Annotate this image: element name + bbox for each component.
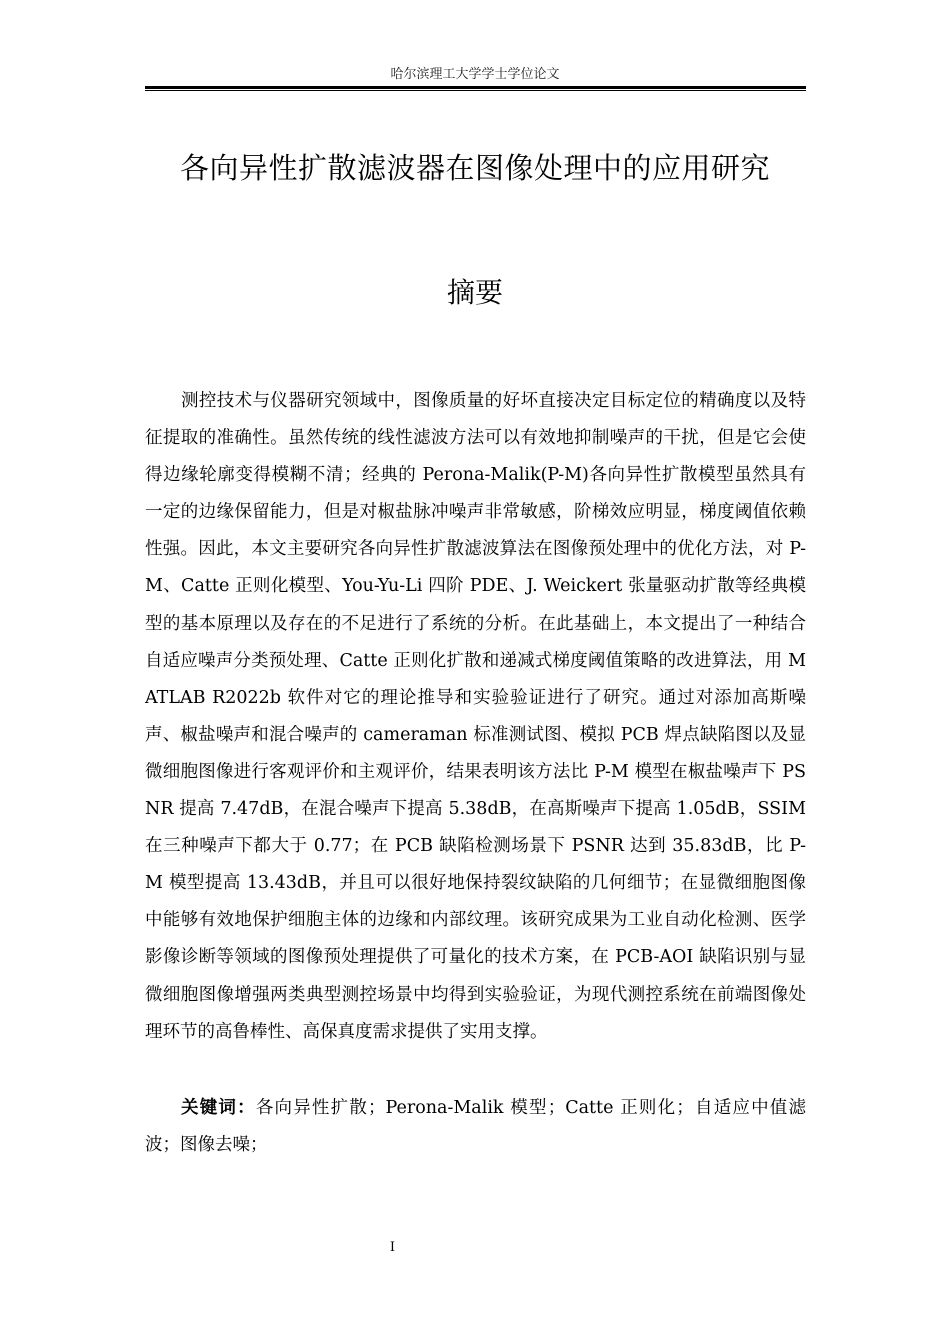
- thesis-title: 各向异性扩散滤波器在图像处理中的应用研究: [179, 151, 770, 185]
- keywords-paragraph: [145, 1090, 806, 1164]
- header-rule-thick: [145, 86, 806, 89]
- abstract-body: 测控技术与仪器研究领域中，图像质量的好坏直接决定目标定位的精确度以及特征提取的准确性。虽然传统的线性滤波方法可以有效地抑制噪声的干扰，但是它会使得边缘轮廓变得模糊不清；经典的 Perona-Malik(P-M)各向异性扩散模型虽然具有一定的边缘保留能力，但是对椒盐脉冲噪声非常敏感，阶梯效应明显，梯度阈值依赖性强。因此，本文主要研究各向异性扩散滤波算法在图像预处理中的优化方法，对 P-M、Catte 正则化模型、You-Yu-Li 四阶 PDE、J. Weickert 张量驱动扩散等经典模型的基本原理以及存在的不足进行了系统的分析。在此基础上，本文提出了一种结合自适应噪声分类预处理、Catte 正则化扩散和递减式梯度阈值策略的改进算法，用 MATLAB R2022b 软件对它的理论推导和实验验证进行了研究。通过对添加高斯噪声、椒盐噪声和混合噪声的 cameraman 标准测试图、模拟 PCB 焊点缺陷图以及显微细胞图像进行客观评价和主观评价，结果表明该方法比 P-M 模型在椒盐噪声下 PSNR 提高 7.47dB，在混合噪声下提高 5.38dB，在高斯噪声下提高 1.05dB，SSIM 在三种噪声下都大于 0.77；在 PCB 缺陷检测场景下 PSNR 达到 35.83dB，比 P-M 模型提高 13.43dB，并且可以很好地保持裂纹缺陷的几何细节；在显微细胞图像中能够有效地保护细胞主体的边缘和内部纹理。该研究成果为工业自动化检测、医学影像诊断等领域的图像预处理提供了可量化的技术方案，在 PCB-AOI 缺陷识别与显微细胞图像增强两类典型测控场景中均得到实验验证，为现代测控系统在前端图像处理环节的高鲁棒性、高保真度需求提供了实用支撑。: [145, 391, 806, 1042]
- keywords-label: 关键词：: [181, 1098, 256, 1118]
- keywords-text: 各向异性扩散；Perona-Malik 模型；Catte 正则化；自适应中值滤波；图像去噪；: [145, 1098, 807, 1156]
- page-number: I: [389, 1240, 396, 1255]
- abstract-heading: 摘要: [446, 276, 503, 309]
- running-header: 哈尔滨理工大学学士学位论文: [390, 67, 560, 82]
- header-rule-thin: [145, 90, 806, 91]
